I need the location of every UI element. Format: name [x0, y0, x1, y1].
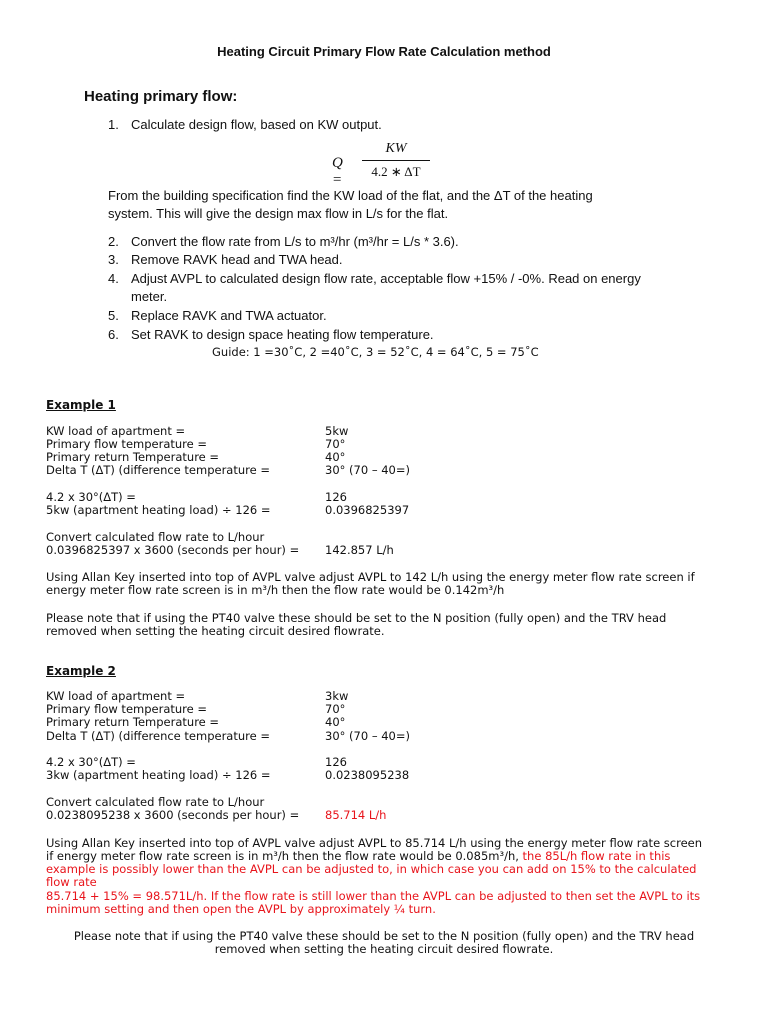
- ex1-convert-label: Convert calculated flow rate to L/hour: [46, 530, 265, 544]
- ex1-return-temp-label: Primary return Temperature =: [46, 450, 220, 464]
- ex2-flow-temp-value: 70°: [325, 702, 346, 716]
- ex1-flow-temp-label: Primary flow temperature =: [46, 437, 208, 451]
- ex2-kw-load-label: KW load of apartment =: [46, 689, 186, 703]
- section-heading: Heating primary flow:: [84, 88, 238, 105]
- step-text: Remove RAVK head and TWA head.: [131, 252, 343, 267]
- ex2-load-div-value: 0.0238095238: [325, 768, 410, 782]
- formula-lhs: Q =: [332, 155, 343, 188]
- step-number: 1.: [108, 117, 119, 132]
- ex2-return-temp-value: 40°: [325, 715, 346, 729]
- step-number: 3.: [108, 252, 119, 267]
- ex2-para-line-1: Using Allan Key inserted into top of AVPL valve adjust AVPL to 85.714 L/h using the energy meter flow rate screen: [46, 836, 703, 850]
- fraction-bar: [362, 160, 430, 161]
- ex2-kw-load-value: 3kw: [325, 689, 349, 703]
- step-text: meter.: [131, 289, 168, 304]
- ex1-flow-temp-value: 70°: [325, 437, 346, 451]
- intro-line-2: system. This will give the design max flow in L/s for the flat.: [108, 206, 449, 221]
- formula-numerator: KW: [385, 141, 407, 156]
- step-text: Calculate design flow, based on KW output.: [131, 117, 382, 132]
- ex1-delta-t-label: Delta T (ΔT) (difference temperature =: [46, 463, 270, 477]
- step-number: 5.: [108, 308, 119, 323]
- ex1-load-div-label: 5kw (apartment heating load) ÷ 126 =: [46, 503, 271, 517]
- ex1-note-line-1: Please note that if using the PT40 valve these should be set to the N position (fully open) and the TRV head: [46, 611, 667, 625]
- step-text: Adjust AVPL to calculated design flow rate, acceptable flow +15% / -0%. Read on energy: [131, 271, 641, 286]
- ex2-para-line-6: minimum setting and then open the AVPL by approximately ¼ turn.: [46, 902, 436, 916]
- ex2-load-div-label: 3kw (apartment heating load) ÷ 126 =: [46, 768, 271, 782]
- ex1-calc-value: 126: [325, 490, 347, 504]
- document-title: Heating Circuit Primary Flow Rate Calculation method: [217, 44, 551, 59]
- ex1-calc-label: 4.2 x 30°(ΔT) =: [46, 490, 136, 504]
- ex1-kw-load-value: 5kw: [325, 424, 349, 438]
- step-number: 6.: [108, 327, 119, 342]
- ex2-convert-row-label: 0.0238095238 x 3600 (seconds per hour) =: [46, 808, 300, 822]
- ex1-convert-row-label: 0.0396825397 x 3600 (seconds per hour) =: [46, 543, 300, 557]
- ex1-return-temp-value: 40°: [325, 450, 346, 464]
- ex1-note-line-2: removed when setting the heating circuit desired flowrate.: [46, 624, 385, 638]
- temperature-guide: Guide: 1 =30˚C, 2 =40˚C, 3 = 52˚C, 4 = 64˚C, 5 = 75˚C: [212, 345, 539, 359]
- ex1-para-line-2: energy meter flow rate screen is in m³/h then the flow rate would be 0.142m³/h: [46, 583, 505, 597]
- ex2-note-line-1: Please note that if using the PT40 valve these should be set to the N position (fully open) and the TRV head: [73, 929, 695, 943]
- ex2-para-line-2-black: if energy meter flow rate screen is in m³/h then the flow rate would be 0.085m³/h,: [46, 849, 523, 863]
- formula-fraction: [362, 140, 430, 180]
- example-1-heading: Example 1: [46, 398, 116, 412]
- ex2-para-line-5: 85.714 + 15% = 98.571L/h. If the flow rate is still lower than the AVPL can be adjusted to then set the AVPL to its: [46, 889, 701, 903]
- step-text: Replace RAVK and TWA actuator.: [131, 308, 327, 323]
- step-number: 4.: [108, 271, 119, 286]
- example-2-heading: Example 2: [46, 664, 116, 678]
- ex2-convert-label: Convert calculated flow rate to L/hour: [46, 795, 265, 809]
- ex2-para-line-3: example is possibly lower than the AVPL can be adjusted to, in which case you can add on 15% to the calculated: [46, 862, 697, 876]
- ex1-kw-load-label: KW load of apartment =: [46, 424, 186, 438]
- ex1-load-div-value: 0.0396825397: [325, 503, 410, 517]
- ex2-flow-result: 85.714 L/h: [325, 808, 387, 822]
- formula-denominator: 4.2 ∗ ΔT: [371, 164, 421, 179]
- step-text: Convert the flow rate from L/s to m³/hr (m³/hr = L/s * 3.6).: [131, 234, 459, 249]
- ex2-delta-t-value: 30° (70 – 40=): [325, 729, 410, 743]
- ex2-para-line-2-red: the 85L/h flow rate in this: [522, 849, 671, 863]
- intro-line-1: From the building specification find the KW load of the flat, and the ΔT of the heating: [108, 188, 593, 203]
- ex2-flow-temp-label: Primary flow temperature =: [46, 702, 208, 716]
- step-text: Set RAVK to design space heating flow temperature.: [131, 327, 434, 342]
- ex2-return-temp-label: Primary return Temperature =: [46, 715, 220, 729]
- ex2-calc-label: 4.2 x 30°(ΔT) =: [46, 755, 136, 769]
- ex2-delta-t-label: Delta T (ΔT) (difference temperature =: [46, 729, 270, 743]
- step-number: 2.: [108, 234, 119, 249]
- ex2-calc-value: 126: [325, 755, 347, 769]
- ex2-para-line-4: flow rate: [46, 875, 97, 889]
- ex1-flow-result: 142.857 L/h: [325, 543, 394, 557]
- ex1-delta-t-value: 30° (70 – 40=): [325, 463, 410, 477]
- ex2-note-line-2: removed when setting the heating circuit desired flowrate.: [214, 942, 554, 956]
- ex1-para-line-1: Using Allan Key inserted into top of AVPL valve adjust AVPL to 142 L/h using the energy meter flow rate screen if: [46, 570, 695, 584]
